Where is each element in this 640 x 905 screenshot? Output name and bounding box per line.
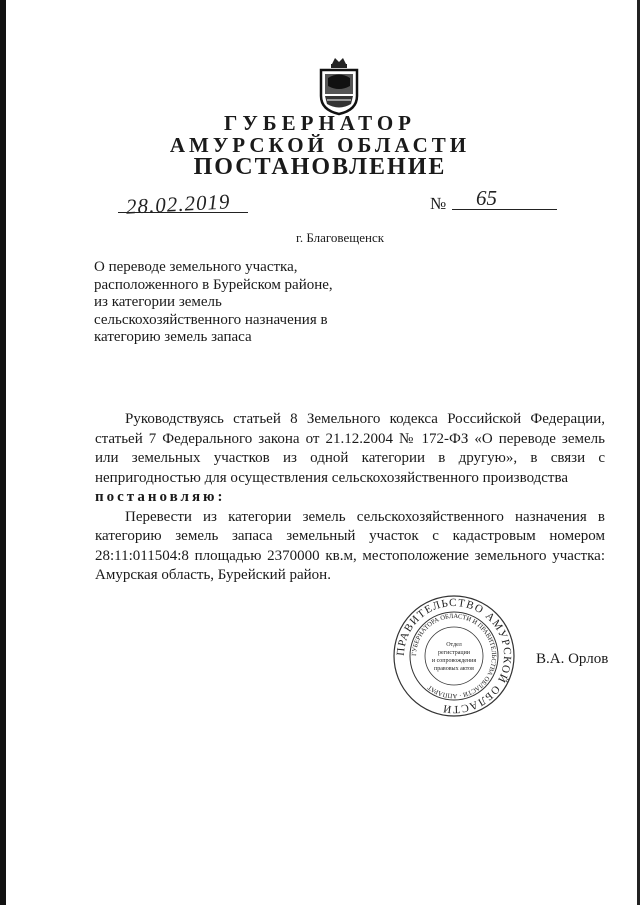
stamp-center-line-2: регистрации bbox=[438, 650, 470, 656]
handwritten-number: 65 bbox=[476, 186, 497, 210]
number-underline bbox=[452, 209, 557, 210]
number-sign: № bbox=[430, 194, 447, 213]
stamp-center-line-1: Отдел bbox=[446, 642, 462, 648]
preamble-paragraph: Руководствуясь статьей 8 Земельного кодекса Российской Федерации, статьей 7 Федерального закона от 21.12.2004 № 172-ФЗ «О переводе земель или земельных участков из одной категории в другую», в связи с непригодностью для осуществления сельскохозяйственного производства bbox=[95, 411, 605, 486]
stamp-center-line-3: и сопровождения bbox=[431, 658, 477, 664]
decision-paragraph: Перевести из категории земель сельскохозяйственного назначения в категорию земель запаса земельный участок с кадастровым номером 28:11:011504:8 площадью 2370000 кв.м, местоположение земельного участка: Амурская область, Бурейский район. bbox=[95, 508, 605, 583]
authority-title: ГУБЕРНАТОР bbox=[223, 111, 417, 135]
stamp-outer-text: ПРАВИТЕЛЬСТВО АМУРСКОЙ ОБЛАСТИ bbox=[394, 596, 514, 716]
signatory-name: В.А. Орлов bbox=[536, 651, 609, 667]
document-subject: О переводе земельного участка, расположенного в Бурейском районе, из категории земель сельскохозяйственного назначения в категорию земель запаса bbox=[94, 259, 333, 345]
city-label: г. Благовещенск bbox=[296, 230, 385, 245]
stamp-center-line-4: правовых актов bbox=[434, 666, 474, 672]
document-type: ПОСТАНОВЛЕНИЕ bbox=[193, 154, 447, 180]
stamp-inner-text: ГУБЕРНАТОРА ОБЛАСТИ И ПРАВИТЕЛЬСТВА ОБЛАСТИ · АППАРАТ bbox=[410, 612, 498, 700]
date-underline bbox=[118, 212, 248, 213]
region-title: АМУРСКОЙ ОБЛАСТИ bbox=[169, 133, 471, 157]
handwritten-date: 28.02.2019 bbox=[125, 189, 232, 219]
decree-word: постановляю: bbox=[95, 489, 226, 505]
coat-of-arms-icon bbox=[318, 56, 360, 116]
document-body bbox=[95, 410, 605, 586]
official-stamp bbox=[392, 594, 516, 718]
